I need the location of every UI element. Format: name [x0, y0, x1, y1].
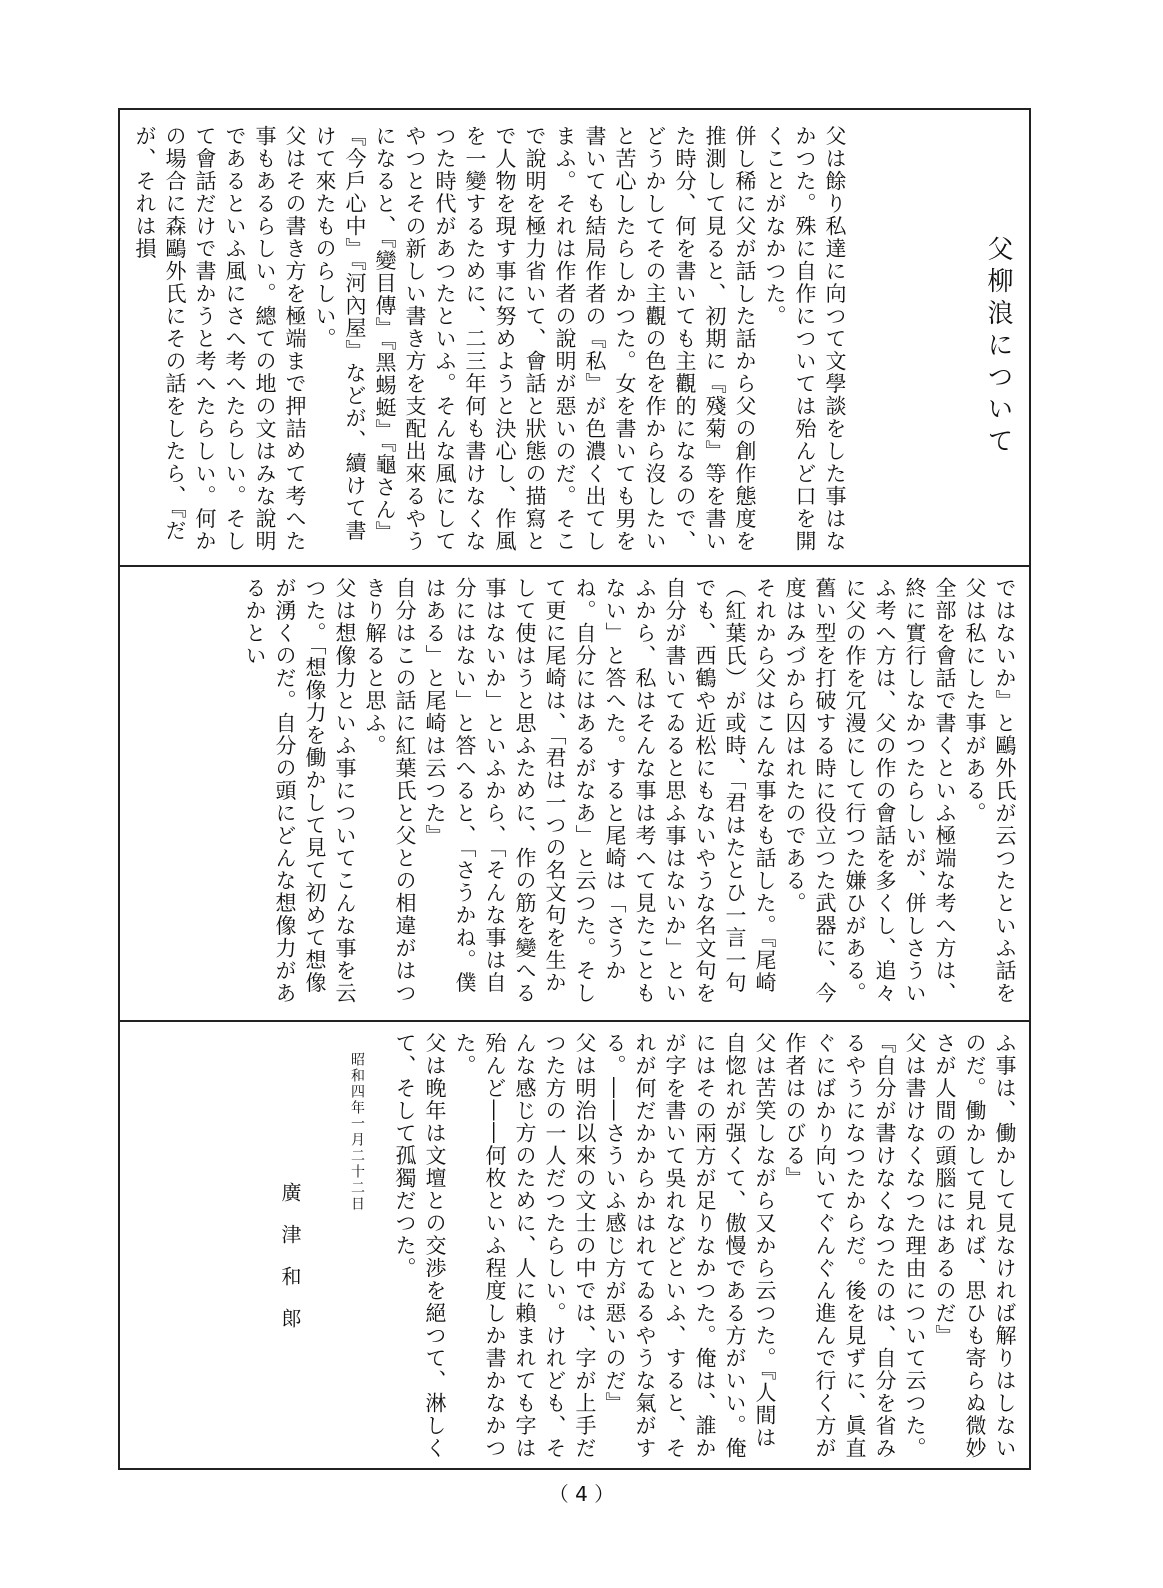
tier-divider-upper: [118, 565, 1031, 567]
page-number: （ 4 ）: [548, 1482, 615, 1506]
bottom-tier: [130, 1032, 1020, 1460]
top-tier: [130, 125, 1020, 555]
middle-tier-text: ではないか』と鷗外氏が云つたといふ話を父は私にした事がある。 全部を會話で書くといふ極端な考へ方は、終に實行しなかつたらしいが、併しさういふ考へ方は、父の作の會話を多くし、追々に父の作を冗漫にして行つた嫌ひがある。舊い型を打破する時に役立つた武器に、今度はみづから囚はれたのである。 それから父はこんな事をも話した。『尾崎（紅葉氏）が或時、「君はたとひ一言一句でも、西鶴や近松にもないやうな名文句を自分が書いてゐると思ふ事はないか」といふから、私はそんな事は考へて見たこともない」と答へた。すると尾崎は「さうかね。自分にはあるがなあ」と云つた。そして更に尾崎は、「君は一つの名文句を生かして使はうと思ふために、作の筋を變へる事はないか」といふから、「そんな事は自分にはない」と答へると、「さうかね。僕はある」と尾崎は云つた』 自分はこの話に紅葉氏と父との相違がはつきり解ると思ふ。 父は想像力といふ事についてこんな事を云つた。「想像力を働かして見て初めて想像が湧くのだ。自分の頭にどんな想像力があるかとい: [243, 577, 1017, 1005]
middle-tier: [130, 577, 1020, 1009]
article-author: 廣津和郞: [278, 1182, 302, 1350]
bottom-tier-text: ふ事は、働かして見なければ解りはしないのだ。働かして見れば、思ひも寄らぬ微妙さが人間の頭腦にはあるのだ』 父は書けなくなつた理由について云つた。『自分が書けなくなつたのは、自分を省みるやうになつたからだ。後を見ずに、眞直ぐにばかり向いてぐんぐん進んで行く方が作者はのびる』 父は苦笑しながら又から云つた。『人間は自惚れが强くて、傲慢である方がいい。俺にはその兩方が足りなかつた。俺は、誰かが字を書いて吳れなどといふ、すると、それが何だかからかはれてゐるやうな氣がする。――さういふ感じ方が惡いのだ』 父は明治以來の文士の中では、字が上手だつた方の一人だつたらしい。けれども、そんな感じ方のために、人に賴まれても字は殆んど――何枚といふ程度しか書かなかつた。 父は晚年は文壇との交渉を絕つて、淋しくて、そして孤獨だつた。: [393, 1032, 1017, 1460]
tier-divider-lower: [118, 1020, 1031, 1022]
article-date: 昭和四年一月二十二日: [349, 1052, 365, 1212]
top-tier-text: 父は餘り私達に向つて文學談をした事はなかつた。殊に自作については殆んど口を開くことがなかつた。 併し稀に父が話した話から父の創作態度を推測して見ると、初期に『殘菊』等を書いた時分、何を書いても主觀的になるので、どうかしてその主觀の色を作から沒したいと苦心したらしかつた。女を書いても男を書いても結局作者の『私』が色濃く出てしまふ。それは作者の說明が惡いのだ。そこで說明を極力省いて、會話と狀態の描寫とで人物を現す事に努めようと決心し、作風を一變するために、二三年何も書けなくなつた時代があつたといふ。そんな風にしてやつとその新しい書き方を支配出來るやうになると、『變目傳』『黑蜴蜓』『龜さん』『今戶心中』『河內屋』などが、續けて書けて來たものらしい。 父はその書き方を極端まで押詰めて考へた事もあるらしい。總ての地の文はみな說明であるといふ風にさへ考へたらしい。そして會話だけで書かうと考へたらしい。何かの場合に森鷗外氏にその話をしたら、『だが、それは損: [133, 125, 847, 553]
article-title: 父柳浪について: [983, 235, 1013, 459]
